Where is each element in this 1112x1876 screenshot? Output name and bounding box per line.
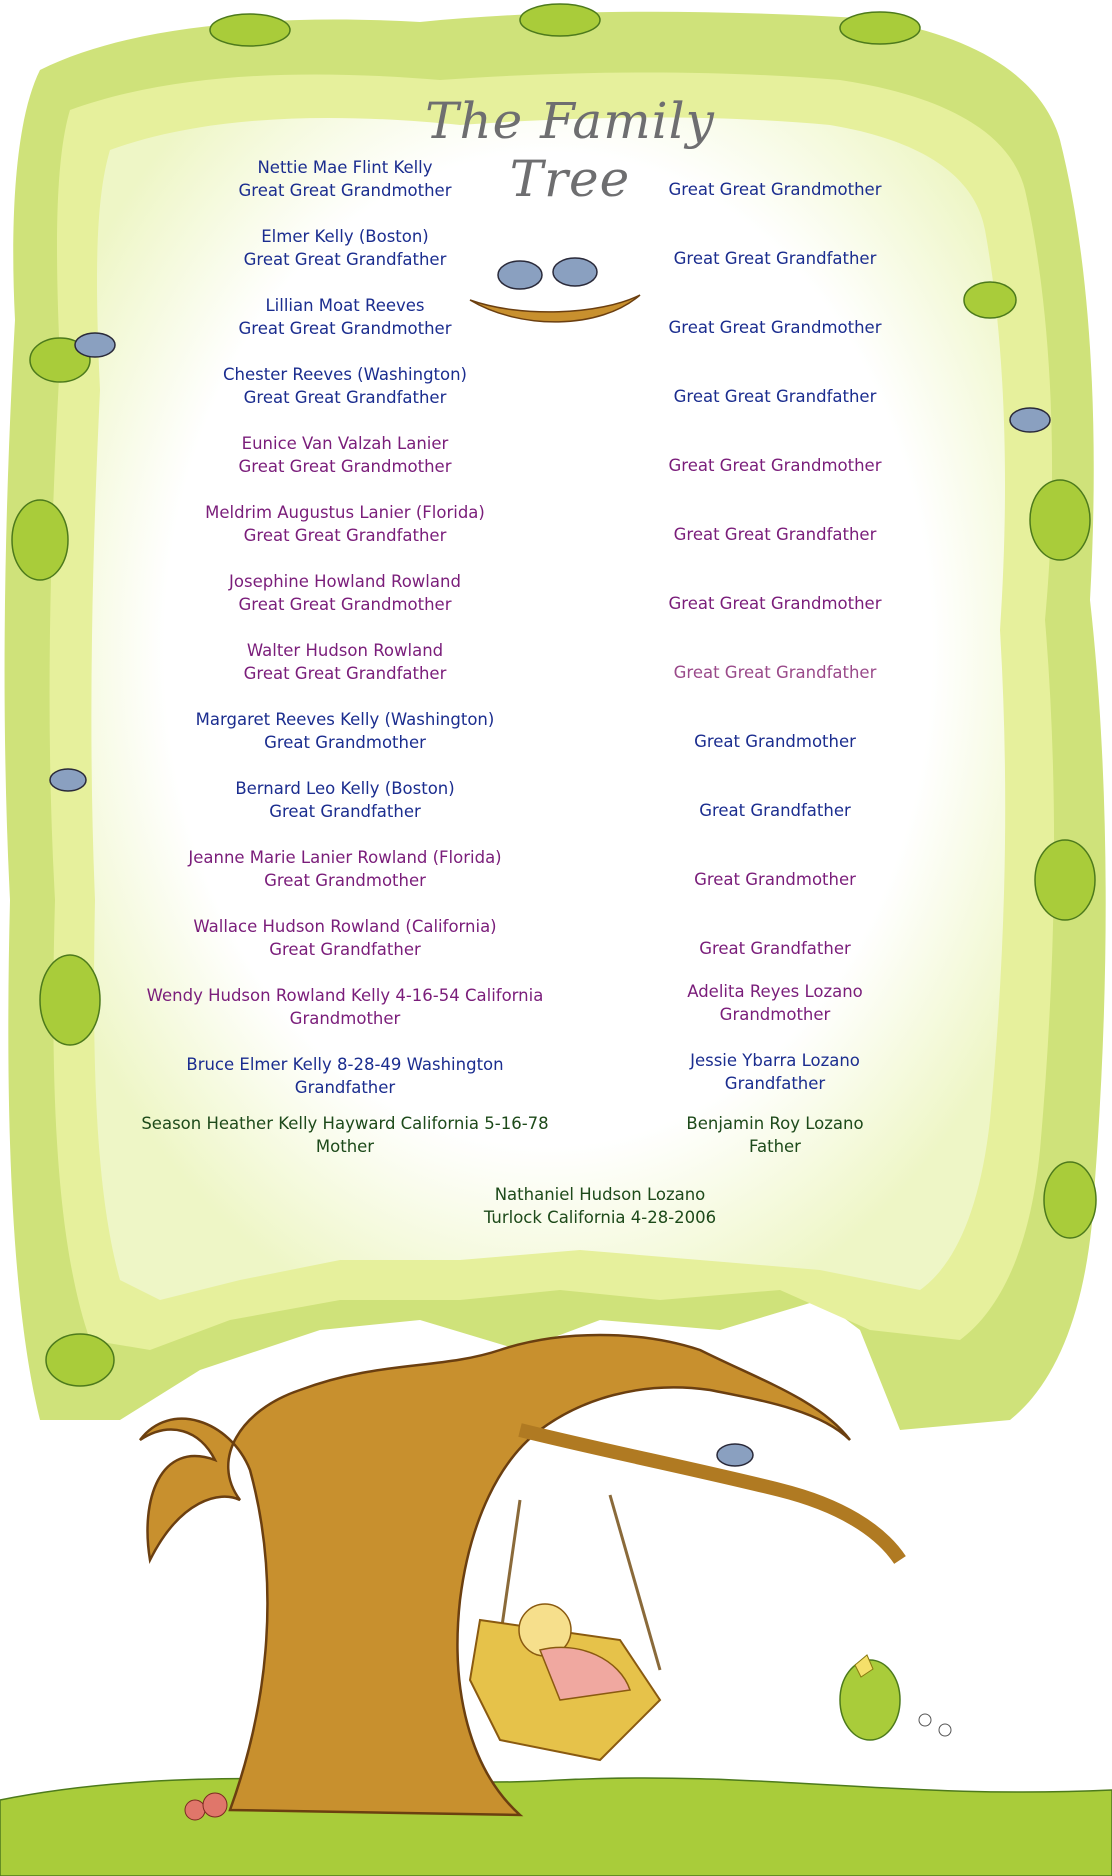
relation-label: Great Great Grandmother xyxy=(238,457,452,476)
relation-label: Grandfather xyxy=(724,1074,826,1093)
right-column-entry xyxy=(545,523,1005,546)
left-column-entry xyxy=(115,432,575,478)
right-column-entry xyxy=(545,1112,1005,1158)
left-column-entry xyxy=(115,1053,575,1099)
left-column-entry xyxy=(115,708,575,754)
person-name: Elmer Kelly (Boston) xyxy=(261,227,429,246)
relation-label: Great Great Grandfather xyxy=(243,526,447,545)
left-column-entry xyxy=(115,570,575,616)
right-column-entry xyxy=(545,661,1005,684)
relation-label: Great Grandmother xyxy=(694,870,856,889)
left-column-entry xyxy=(115,846,575,892)
left-column-entry xyxy=(115,1112,575,1158)
person-name: Walter Hudson Rowland xyxy=(246,641,444,660)
right-column-entry xyxy=(545,316,1005,339)
cradle-swing xyxy=(470,1495,660,1760)
relation-label: Great Great Grandmother xyxy=(238,319,452,338)
right-column-entry xyxy=(545,799,1005,822)
person-name: Season Heather Kelly Hayward California 5-16-78 xyxy=(141,1114,549,1133)
person-name: Nettie Mae Flint Kelly xyxy=(257,158,433,177)
person-name: Wallace Hudson Rowland (California) xyxy=(193,917,497,936)
child-entry xyxy=(370,1183,830,1229)
person-name: Bruce Elmer Kelly 8-28-49 Washington xyxy=(186,1055,504,1074)
relation-label: Father xyxy=(749,1137,801,1156)
person-name: Bernard Leo Kelly (Boston) xyxy=(235,779,455,798)
right-column-entry xyxy=(545,385,1005,408)
person-name: Wendy Hudson Rowland Kelly 4-16-54 California xyxy=(146,986,544,1005)
left-column-entry xyxy=(115,156,575,202)
relation-label: Great Great Grandmother xyxy=(238,595,452,614)
relation-label: Great Great Grandmother xyxy=(238,181,452,200)
page-title: The Family Tree xyxy=(425,92,715,208)
relation-label: Grandfather xyxy=(294,1078,396,1097)
left-column-entry xyxy=(115,501,575,547)
person-name: Lillian Moat Reeves xyxy=(265,296,425,315)
left-column-entry xyxy=(115,915,575,961)
relation-label: Great Great Grandfather xyxy=(243,664,447,683)
child-birth: Turlock California 4-28-2006 xyxy=(483,1208,717,1227)
relation-label: Grandmother xyxy=(289,1009,401,1028)
person-name: Adelita Reyes Lozano xyxy=(687,982,863,1001)
relation-label: Great Great Grandmother xyxy=(668,594,882,613)
person-name: Jeanne Marie Lanier Rowland (Florida) xyxy=(188,848,502,867)
relation-label: Grandmother xyxy=(719,1005,831,1024)
ground xyxy=(0,1778,1112,1876)
relation-label: Great Great Grandfather xyxy=(243,388,447,407)
right-column-entry xyxy=(545,730,1005,753)
left-column-entry xyxy=(115,294,575,340)
relation-label: Great Great Grandfather xyxy=(243,250,447,269)
relation-label: Great Great Grandmother xyxy=(668,456,882,475)
relation-label: Great Grandfather xyxy=(269,802,421,821)
person-name: Meldrim Augustus Lanier (Florida) xyxy=(205,503,485,522)
relation-label: Great Grandfather xyxy=(699,939,851,958)
relation-label: Great Grandmother xyxy=(264,733,426,752)
relation-label: Great Grandfather xyxy=(699,801,851,820)
relation-label: Great Great Grandmother xyxy=(668,318,882,337)
right-column-entry xyxy=(545,980,1005,1026)
relation-label: Great Great Grandfather xyxy=(673,525,877,544)
left-column-entry xyxy=(115,777,575,823)
right-column-entry xyxy=(545,247,1005,270)
left-column-entry xyxy=(115,363,575,409)
right-column-entry xyxy=(545,1049,1005,1095)
child-name: Nathaniel Hudson Lozano xyxy=(494,1185,706,1204)
relation-label: Mother xyxy=(315,1137,375,1156)
left-column-entry xyxy=(115,225,575,271)
right-column-entry xyxy=(545,592,1005,615)
right-column-entry xyxy=(545,937,1005,960)
relation-label: Great Great Grandfather xyxy=(673,249,877,268)
relation-label: Great Grandmother xyxy=(264,871,426,890)
person-name: Jessie Ybarra Lozano xyxy=(690,1051,860,1070)
left-column-entry xyxy=(115,639,575,685)
person-name: Margaret Reeves Kelly (Washington) xyxy=(195,710,495,729)
person-name: Eunice Van Valzah Lanier xyxy=(241,434,449,453)
relation-label: Great Grandmother xyxy=(694,732,856,751)
person-name: Josephine Howland Rowland xyxy=(229,572,461,591)
relation-label: Great Great Grandfather xyxy=(673,387,877,406)
relation-label: Great Great Grandmother xyxy=(668,180,882,199)
left-column-entry xyxy=(115,984,575,1030)
relation-label: Great Grandfather xyxy=(269,940,421,959)
person-name: Chester Reeves (Washington) xyxy=(223,365,467,384)
person-name: Benjamin Roy Lozano xyxy=(686,1114,864,1133)
relation-label: Great Great Grandfather xyxy=(673,663,877,682)
right-column-entry xyxy=(545,454,1005,477)
right-column-entry xyxy=(545,178,1005,201)
right-column-entry xyxy=(545,868,1005,891)
